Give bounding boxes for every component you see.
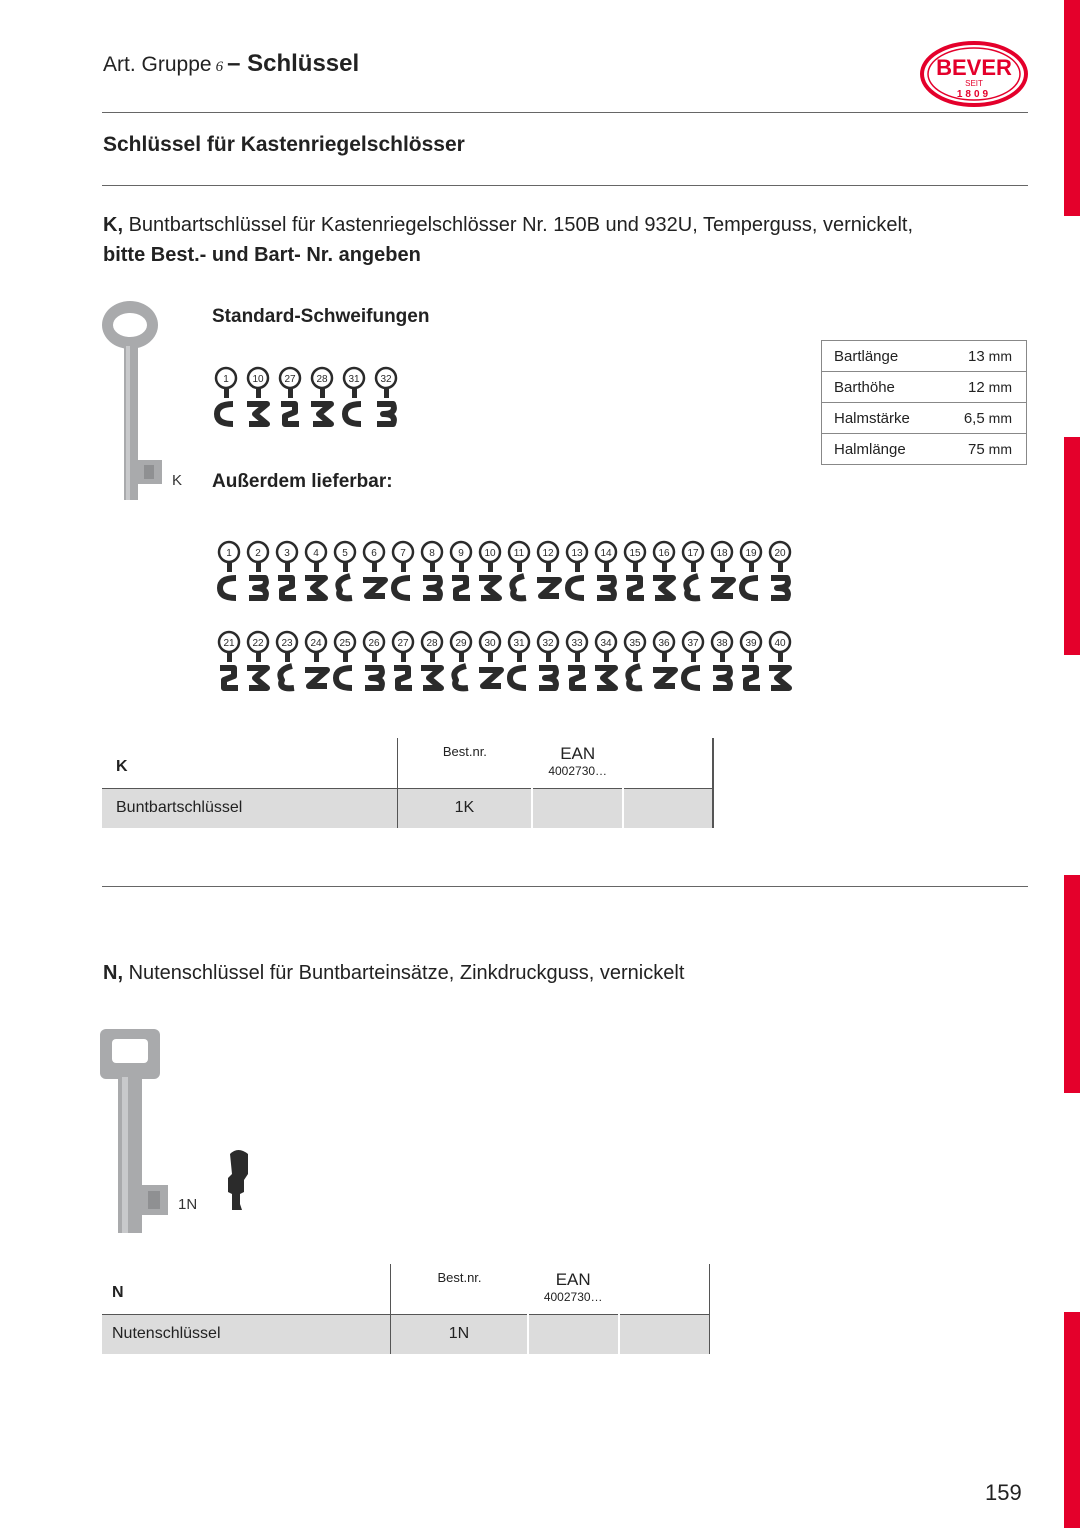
bit-profile-17 (679, 540, 708, 612)
bit-profile-2 (244, 540, 273, 612)
bit-number: 15 (629, 548, 641, 559)
spec-label: Barthöhe (822, 372, 942, 403)
bit-profile-18 (708, 540, 737, 612)
n-table-bestnr-header: Best.nr. (391, 1264, 528, 1314)
bit-number: 2 (255, 548, 261, 559)
bit-number: 22 (252, 638, 264, 649)
bit-number: 17 (687, 548, 699, 559)
bit-profile-29 (447, 630, 476, 702)
bever-logo (919, 40, 1029, 108)
bit-profile-1 (215, 540, 244, 612)
bit-profile-19 (737, 540, 766, 612)
bit-number: 26 (368, 638, 380, 649)
logo-since: SEIT (965, 79, 983, 88)
bit-profile-25 (331, 630, 360, 702)
n-ean-label: EAN (555, 1270, 591, 1289)
k-prefix: K, (103, 214, 123, 236)
spec-row (822, 341, 1027, 372)
bit-number: 28 (316, 374, 328, 385)
bit-number: 13 (571, 548, 583, 559)
bit-profile-34 (592, 630, 621, 702)
bit-profile-3 (273, 540, 302, 612)
bit-profile-28 (308, 366, 337, 438)
bit-profile-21 (215, 630, 244, 702)
bit-number: 38 (716, 638, 728, 649)
bit-profile-35 (621, 630, 650, 702)
bit-profile-14 (592, 540, 621, 612)
bit-profile-15 (621, 540, 650, 612)
spec-unit: mm (988, 347, 1012, 364)
k-ean-prefix: 4002730… (548, 764, 608, 778)
k-table-bestnr-header: Best.nr. (397, 738, 532, 788)
bit-number: 32 (380, 374, 392, 385)
bit-profile-16 (650, 540, 679, 612)
bit-profile-8 (418, 540, 447, 612)
additional-profiles-row-1 (215, 540, 795, 617)
k-table-code: K (116, 757, 128, 775)
bit-profile-4 (302, 540, 331, 612)
bit-profile-27 (276, 366, 305, 438)
bit-number: 21 (223, 638, 235, 649)
bit-number: 28 (426, 638, 438, 649)
bit-number: 24 (310, 638, 322, 649)
bit-number: 4 (313, 548, 319, 559)
bit-profile-27 (389, 630, 418, 702)
bit-number: 1 (226, 548, 232, 559)
bit-profile-10 (244, 366, 273, 438)
bit-profile-30 (476, 630, 505, 702)
bit-profile-22 (244, 630, 273, 702)
bit-number: 9 (458, 548, 464, 559)
group-title: Schlüssel (247, 50, 360, 77)
n-row-bestnr: 1N (391, 1314, 528, 1354)
k-image-label: K (172, 472, 183, 489)
group-number: 6 (215, 59, 224, 75)
standard-heading: Standard-Schweifungen (212, 306, 430, 327)
bit-profile-26 (360, 630, 389, 702)
spec-unit: mm (988, 440, 1012, 457)
bit-number: 29 (455, 638, 467, 649)
group-header (103, 50, 359, 78)
bit-number: 12 (542, 548, 554, 559)
standard-profiles (212, 366, 404, 443)
k-product-table (102, 738, 714, 828)
spec-label: Halmlänge (822, 434, 942, 465)
bit-profile-31 (340, 366, 369, 438)
n-product-table (102, 1264, 710, 1354)
group-prefix: Art. Gruppe (103, 53, 212, 76)
bit-profile-32 (372, 366, 401, 438)
additional-profiles-row-2 (215, 630, 795, 707)
spec-value: 6,5 (963, 409, 985, 427)
bit-profile-6 (360, 540, 389, 612)
section-title: Schlüssel für Kastenriegelschlösser (103, 133, 465, 156)
bit-number: 37 (687, 638, 699, 649)
bit-profile-23 (273, 630, 302, 702)
bit-number: 20 (774, 548, 786, 559)
divider (102, 185, 1028, 186)
bit-number: 32 (542, 638, 554, 649)
bit-profile-39 (737, 630, 766, 702)
spec-label: Bartlänge (822, 341, 942, 372)
bit-number: 35 (629, 638, 641, 649)
bit-profile-11 (505, 540, 534, 612)
bit-profile-38 (708, 630, 737, 702)
n-table-ean-header (528, 1264, 619, 1314)
bit-number: 30 (484, 638, 496, 649)
side-marker (1064, 875, 1080, 1093)
bit-profile-20 (766, 540, 795, 612)
bit-profile-7 (389, 540, 418, 612)
bit-number: 8 (429, 548, 435, 559)
divider (102, 112, 1028, 113)
k-row-bestnr: 1K (397, 788, 532, 828)
page-number: 159 (985, 1480, 1022, 1505)
bit-profile-37 (679, 630, 708, 702)
side-marker (1064, 1312, 1080, 1528)
n-description-block (103, 958, 684, 988)
bit-number: 6 (371, 548, 377, 559)
bit-profile-31 (505, 630, 534, 702)
k-row-ean (532, 788, 623, 828)
n-ean-prefix: 4002730… (543, 1290, 603, 1304)
spec-row (822, 403, 1027, 434)
bit-profile-5 (331, 540, 360, 612)
n-key-image (98, 1025, 180, 1235)
n-row-ean (528, 1314, 619, 1354)
n-description: Nutenschlüssel für Buntbarteinsätze, Zinkdruckguss, vernickelt (128, 962, 685, 984)
bit-number: 23 (281, 638, 293, 649)
logo-brand: BEVER (936, 55, 1012, 80)
k-table-ean-header (532, 738, 623, 788)
bit-profile-24 (302, 630, 331, 702)
bit-number: 19 (745, 548, 757, 559)
n-table-code: N (112, 1283, 124, 1301)
bit-number: 33 (571, 638, 583, 649)
spec-value: 75 (967, 440, 985, 458)
spec-table (821, 340, 1027, 465)
bit-profile-13 (563, 540, 592, 612)
k-description: Buntbartschlüssel für Kastenriegelschlösser Nr. 150B und 932U, Temperguss, vernickelt, (128, 214, 914, 236)
bit-number: 25 (339, 638, 351, 649)
spec-row (822, 372, 1027, 403)
logo-year: 1809 (956, 89, 992, 100)
header-dash: – (227, 50, 241, 77)
bit-number: 14 (600, 548, 612, 559)
spec-value: 12 (967, 378, 985, 396)
n-row-name: Nutenschlüssel (102, 1314, 391, 1354)
bit-number: 27 (397, 638, 409, 649)
spec-label: Halmstärke (822, 403, 942, 434)
spec-unit: mm (988, 409, 1012, 426)
spec-value: 13 (967, 347, 985, 365)
bit-number: 27 (284, 374, 296, 385)
k-order-note: bitte Best.- und Bart- Nr. angeben (103, 244, 421, 266)
k-row-name: Buntbartschlüssel (102, 788, 397, 828)
bit-profile-28 (418, 630, 447, 702)
k-key-image (100, 300, 170, 505)
bit-profile-33 (563, 630, 592, 702)
bit-number: 18 (716, 548, 728, 559)
bit-number: 31 (348, 374, 360, 385)
bit-profile-40 (766, 630, 795, 702)
bit-number: 39 (745, 638, 757, 649)
spec-row (822, 434, 1027, 465)
side-marker (1064, 437, 1080, 655)
k-ean-label: EAN (560, 744, 596, 763)
bit-number: 10 (484, 548, 496, 559)
side-marker (1064, 0, 1080, 216)
bit-number: 10 (252, 374, 264, 385)
bit-number: 5 (342, 548, 348, 559)
bit-profile-12 (534, 540, 563, 612)
bit-profile-36 (650, 630, 679, 702)
bit-profile-1 (212, 366, 241, 438)
divider (102, 886, 1028, 887)
bit-profile-9 (447, 540, 476, 612)
bit-number: 31 (513, 638, 525, 649)
bit-number: 34 (600, 638, 612, 649)
bit-number: 40 (774, 638, 786, 649)
k-description-block (103, 210, 913, 270)
bit-number: 16 (658, 548, 670, 559)
keyhole-profile-icon (222, 1148, 254, 1214)
bit-number: 36 (658, 638, 670, 649)
bit-number: 1 (223, 374, 229, 385)
bit-number: 7 (400, 548, 406, 559)
additional-heading: Außerdem lieferbar: (212, 471, 393, 492)
n-prefix: N, (103, 962, 123, 984)
bit-number: 11 (513, 548, 525, 559)
bit-number: 3 (284, 548, 290, 559)
n-image-label: 1N (178, 1196, 198, 1213)
spec-unit: mm (988, 378, 1012, 395)
bit-profile-32 (534, 630, 563, 702)
bit-profile-10 (476, 540, 505, 612)
